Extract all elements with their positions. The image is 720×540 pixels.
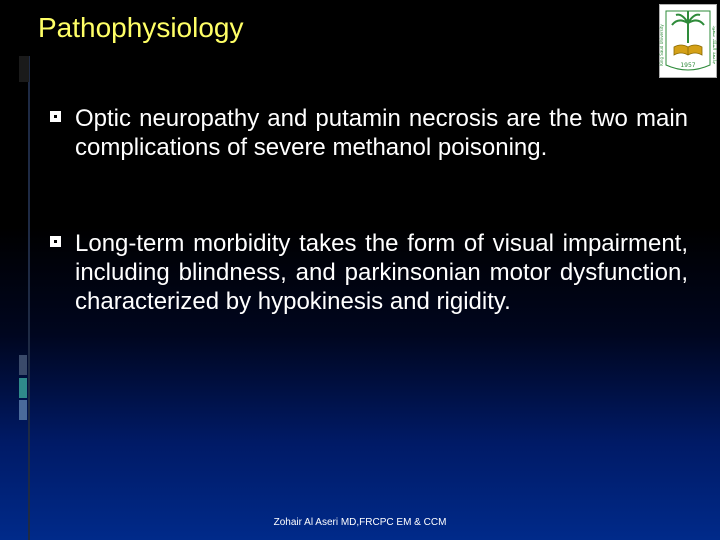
university-logo: [659, 4, 717, 78]
slide-title: Pathophysiology: [38, 12, 244, 43]
side-accent-strip: [19, 355, 27, 375]
side-accent-strip: [19, 378, 27, 398]
title-accent-block: [19, 56, 29, 82]
open-book-icon: [674, 45, 702, 55]
slide-footer: Zohair Al Aseri MD,FRCPC EM & CCM: [273, 517, 447, 528]
bullet-item: [50, 104, 688, 162]
bullet-list: [50, 104, 688, 316]
palm-tree-icon: [672, 11, 704, 43]
square-bullet-icon: [50, 111, 61, 122]
bullet-text: Long-term morbidity takes the form of visual impairment, including blindness, and parkinsonian motor dysfunction, characterized by hypokinesis and rigidity.: [75, 230, 688, 315]
king-saud-university-seal-icon: [660, 5, 716, 77]
logo-english-text: King Saud University: [659, 24, 664, 66]
side-accent-strip: [19, 400, 27, 420]
logo-year: 1957: [680, 62, 696, 69]
logo-arabic-text: جامعة الملك سعود: [711, 25, 717, 65]
bullet-text: Optic neuropathy and putamin necrosis are the two main complications of severe methanol poisoning.: [75, 105, 688, 161]
square-bullet-icon: [50, 236, 61, 247]
bullet-item: [50, 229, 688, 316]
